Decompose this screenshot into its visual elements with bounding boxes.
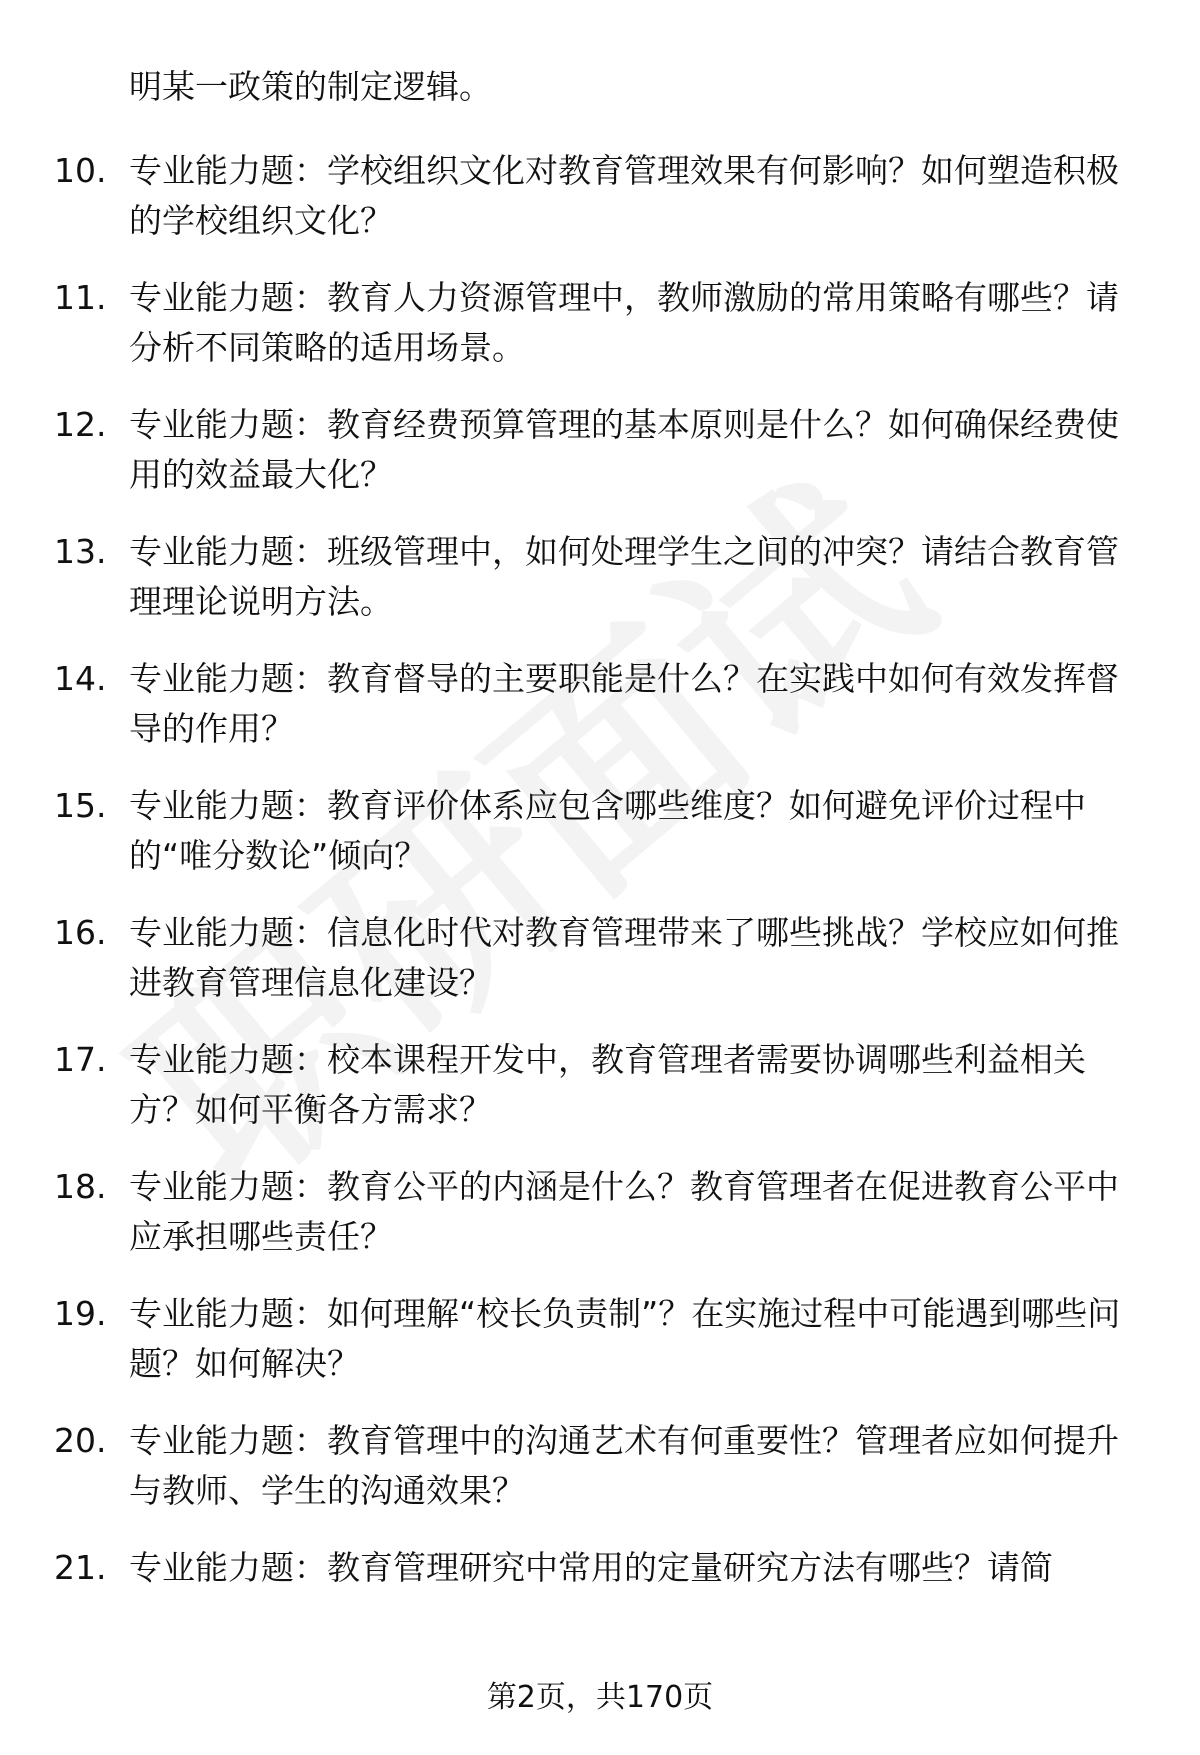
item-number: 14.: [54, 659, 107, 698]
item-text: 专业能力题：教育管理研究中常用的定量研究方法有哪些？请简: [129, 1548, 1053, 1587]
item-number: 18.: [54, 1167, 107, 1206]
list-item: [0, 1543, 1200, 1670]
list-item: [0, 273, 1200, 400]
item-number: 20.: [54, 1421, 107, 1460]
list-item: [0, 1416, 1200, 1543]
item-number: 19.: [54, 1294, 107, 1333]
item-number: 12.: [54, 405, 107, 444]
list-item: [0, 1289, 1200, 1416]
item-text: 专业能力题：学校组织文化对教育管理效果有何影响？如何塑造积极的学校组织文化？: [129, 151, 1119, 240]
page-number: 第2页，共170页: [486, 1680, 714, 1715]
item-text: 专业能力题：校本课程开发中，教育管理者需要协调哪些利益相关方？如何平衡各方需求？: [129, 1040, 1086, 1129]
item-text: 专业能力题：教育经费预算管理的基本原则是什么？如何确保经费使用的效益最大化？: [129, 405, 1119, 494]
item-text: 专业能力题：班级管理中，如何处理学生之间的冲突？请结合教育管理理论说明方法。: [129, 532, 1119, 621]
item-number: 16.: [54, 913, 107, 952]
list-item: [0, 1035, 1200, 1162]
item-text: 专业能力题：教育督导的主要职能是什么？在实践中如何有效发挥督导的作用？: [129, 659, 1119, 748]
item-number: 15.: [54, 786, 107, 825]
continued-text: 明某一政策的制定逻辑。: [129, 67, 492, 106]
item-text: 专业能力题：如何理解“校长负责制”？在实施过程中可能遇到哪些问题？如何解决？: [129, 1294, 1121, 1383]
list-item: [0, 654, 1200, 781]
item-number: 11.: [54, 278, 107, 317]
item-number: 17.: [54, 1040, 107, 1079]
list-item: [0, 908, 1200, 1035]
item-text: 专业能力题：信息化时代对教育管理带来了哪些挑战？学校应如何推进教育管理信息化建设？: [129, 913, 1119, 1002]
item-text: 专业能力题：教育评价体系应包含哪些维度？如何避免评价过程中的“唯分数论”倾向？: [129, 786, 1086, 875]
list-item: [0, 781, 1200, 908]
item-text: 专业能力题：教育管理中的沟通艺术有何重要性？管理者应如何提升与教师、学生的沟通效果？: [129, 1421, 1119, 1510]
item-number: 13.: [54, 532, 107, 571]
list-item: [0, 1162, 1200, 1289]
item-number: 21.: [54, 1548, 107, 1587]
question-list: [0, 146, 1200, 1670]
item-text: 专业能力题：教育公平的内涵是什么？教育管理者在促进教育公平中应承担哪些责任？: [129, 1167, 1119, 1256]
list-item: [0, 527, 1200, 654]
list-item: [0, 146, 1200, 273]
item-number: 10.: [54, 151, 107, 190]
item-text: 专业能力题：教育人力资源管理中，教师激励的常用策略有哪些？请分析不同策略的适用场景。: [129, 278, 1119, 367]
list-item: [0, 400, 1200, 527]
